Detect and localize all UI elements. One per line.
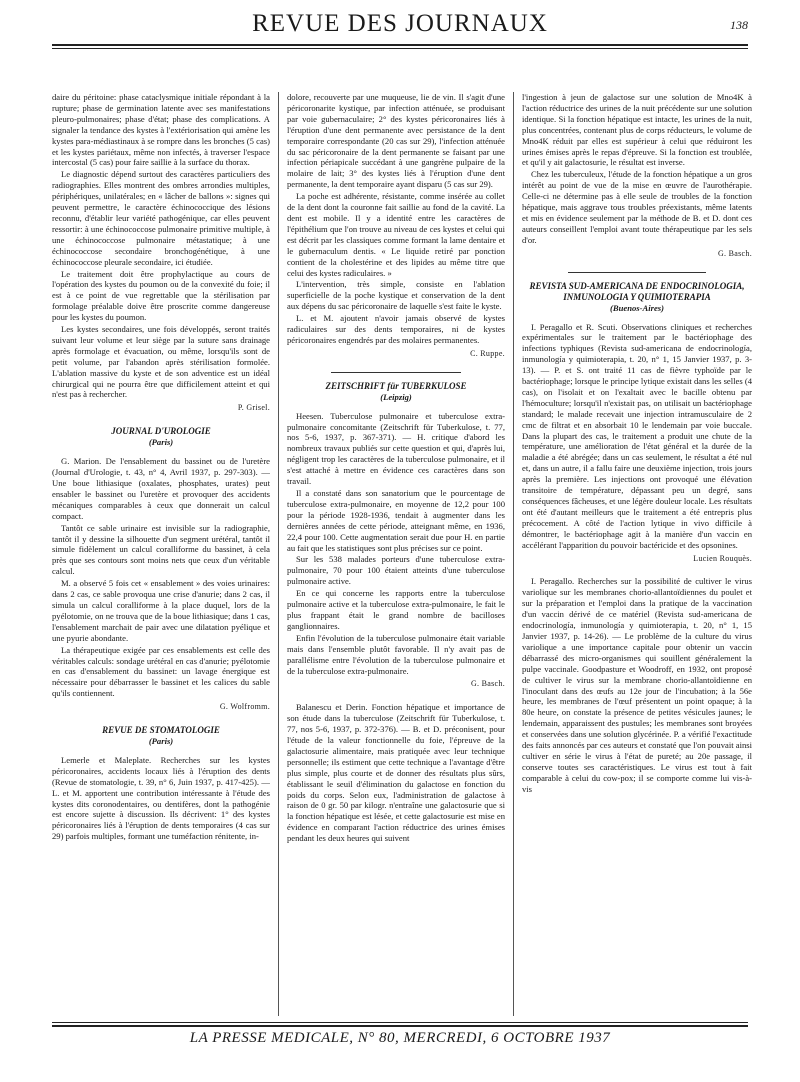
paragraph: dolore, recouverte par une muqueuse, lie de vin. Il s'agit d'une péricoronarite kystique, par infection atténuée, se produisant par voie gubernaculaire; 2° des kystes péricoronaires liés à l'éruption d'une dent permanente avec persistance de la dent temporaire correspondante (20 cas sur 29), l'infection atténuée du sac péricoronaire de la dent permanente se faisant par une infection périapicale succédant à une gangrène pulpaire de la molaire de lait; 3° des kystes liés à l'éruption d'une dent permanente, la dent temporaire ayant disparu (5 cas sur 29). bbox=[287, 92, 505, 190]
paragraph: M. a observé 5 fois cet « ensablement » des voies urinaires: dans 2 cas, ce sable provoqua une crise d'anurie; dans 2 cas, il simula un calcul coralliforme à la place duquel, lors de la pyélotomie, on ne trouva que de la boue lithiasique; dans 1 cas, l'ensablement marchait de pair avec une dilatation pyélique et une pyurie abondante. bbox=[52, 578, 270, 643]
section-divider bbox=[331, 372, 462, 373]
column-2 bbox=[287, 92, 505, 1016]
author-signature: C. Ruppe. bbox=[470, 348, 505, 358]
paragraph: La thérapeutique exigée par ces ensablements est celle des véritables calculs: sondage urétéral en cas d'anurie; pyélotomie en cas d'ensablement du bassinet: un lavage énergique est nécessaire pour débarrasser le bassinet et les calices du sable qu'ils contiennent. bbox=[52, 644, 270, 699]
page-number: 138 bbox=[730, 18, 748, 32]
paragraph: Balanescu et Derin. Fonction hépatique et importance de son étude dans la tuberculose (Zeitschrift für Tuberkulose, t. 77, nos 5-6, 1937, p. 372-376). — B. et D. préconisent, pour l'étude de la valeur fonctionnelle du foie, l'épreuve de la galactosurie alimentaire, mais pratiquée avec leur technique personnelle; ils estiment que cette technique a l'avantage d'être plus simple, plus courte et de donner des résultats plus sûrs, établissant le seuil d'élimination du galactose en fonction du poids du corps. Selon eux, l'administration de galactose à raison de 0 gr. 50 par kilogr. n'entraîne une galactosurie que si la fonction hépatique est lésée, et cette galactosurie est mise en évidence en comparant l'action réductrice des urines émises pendant les deux heures qui suivent bbox=[287, 702, 505, 844]
journal-title: REVUE DES JOURNAUX bbox=[252, 10, 548, 37]
paragraph: Sur les 538 malades porteurs d'une tuberculose extra-pulmonaire, 70 pour 100 étaient atteints d'une tuberculose pulmonaire active. bbox=[287, 554, 505, 587]
paragraph: I. Peragallo. Recherches sur la possibilité de cultiver le virus variolique sur les membranes chorio-allantoïdiennes du poulet et sur la préparation et l'emploi dans la pratique de la vaccination d'un vaccin dérivé de ce matériel (Revista sud-americana de endocrinología, inmunología y quimioterapia, t. 20, n° 1, 15 Janvier 1937, p. 14-26). — Le problème de la culture du virus variolique a une importance capitale pour obtenir un vaccin débarrassé des micro-organismes qui souillent généralement la pulpe vaccinale. Goodpasture et Woodroff, en 1932, ont proposé de cultiver le virus sur la membrane chorio-allantoïdienne en l'inoculant dans des œufs au 12e jour de l'incubation; à la 56e heure, les membranes de l'œuf présentent un point opaque; à la 80e heure, on constate la présence de petites vésicules jaunes; le lendemain, apparaissent des pustules; les membranes sont broyées et conservées dans une solution glycérinée. P. a vérifié l'exactitude des faits annoncés par ces auteurs et constaté que l'on pouvait ainsi cultiver en série le virus à l'état de pureté; au 20e passage, il conserve toutes ses caractéristiques. Le virus est tout à fait comparable à celui du cow-pox; il se comporte comme lui vis-à-vis bbox=[522, 576, 752, 794]
author-signature: P. Grisel. bbox=[237, 403, 270, 413]
section-heading: ZEITSCHRIFT für TUBERKULOSE bbox=[325, 380, 467, 391]
header-rule bbox=[52, 44, 748, 46]
author-signature: Lucien Rouquès. bbox=[693, 553, 752, 563]
column-divider bbox=[513, 92, 514, 1016]
paragraph: I. Peragallo et R. Scuti. Observations cliniques et recherches expérimentales sur le traitement par le bactériophage des infections typhiques (Revista sud-americana de endocrinología, inmunología y quimioterapia, t. 20, n° 1, 15 Janvier 1937, p. 3-13). — P. et S. ont traité 11 cas de fièvre typhoïde par le bactériophage; lorsque le principe lytique existait dans les selles (4 cas), on l'isolait et on l'exaltait avec le bacille obtenu par l'hémoculture; lorsqu'il n'existait pas, on utilisait un bactériophage standard; le malade recevait une injection intramusculaire de 2 cmc de filtrat et en absorbait 10 le lendemain par voie buccale. Dans la plupart des cas, le traitement a produit une chute de la température, une amélioration de l'état général et la durée de la maladie a été abrégée; dans un cas seulement, le résultat a été nul et, dans un autre, il a fallu faire une deuxième injection, trois jours après la première. Les injections ont provoqué une élévation transitoire de température, dépassant peu un degré, sans conséquences fâcheuses, et une légère douleur locale. Les résultats ont été d'autant meilleurs que le traitement a été entrepris plus précocement. A côté de l'action lytique in vivo difficile à démontrer, le bactériophage agit à la manière d'un vaccin en accélérant l'apparition du pouvoir bactéricide et des opsonines. bbox=[522, 321, 752, 550]
paragraph: L. et M. ajoutent n'avoir jamais observé de kystes radiculaires sur des dents temporaires, ni de kystes péricoronaires engendrés par des molaires permanentes. bbox=[287, 313, 505, 345]
paragraph: En ce qui concerne les rapports entre la tuberculose pulmonaire active et la tuberculose extra-pulmonaire, le fait le plus frappant était le grand nombre de bacilloses ganglionnaires. bbox=[287, 588, 505, 631]
paragraph: l'ingestion à jeun de galactose sur une solution de Mno4K à l'action réductrice des urines de la nuit précédente sur une solution identique. Si la fonction hépatique est intacte, les urines de la nuit, plus concentrées, contenant plus de corps réducteurs, le volume de Mno4K réduit par elles est supérieur à celui que réduiront les urines émises après le repas d'épreuve. Si la fonction est troublée, et qu'il y ait galactosurie, le résultat est inverse. bbox=[522, 92, 752, 168]
paragraph: daire du péritoine: phase cataclysmique initiale répondant à la rupture; phase de germination latente avec ses manifestations pleuro-pulmonaires; phase d'état; phase des complications. A signaler la tendance des kystes à l'extériorisation qui amène les kystes para-médiastinaux à se rompre dans les bronches (5 cas) et les kystes pariétaux, même non infectés, à traverser l'espace intercostal (5 cas) pour faire saillie à la surface du thorax. bbox=[52, 92, 270, 168]
paragraph: L'intervention, très simple, consiste en l'ablation superficielle de la poche kystique et conservation de la dent aux dépens du sac péricoronaire de laquelle s'est faite le kyste. bbox=[287, 279, 505, 312]
section-heading: REVISTA SUD-AMERICANA DE ENDOCRINOLOGIA, INMUNOLOGIA Y QUIMIOTERAPIA bbox=[529, 280, 745, 302]
paragraph: Lemerle et Maleplate. Recherches sur les kystes péricoronaires, accidents locaux liés à l'éruption des dents (Revue de stomatologie, t. 39, n° 6, Juin 1937, p. 417-425). — L. et M. apportent une contribution intéressante à l'étude des kystes dits coronodentaires, ou dentifères, dont la pathogénie est encore sujette à discussion. Ils décrivent: 1° des kystes péricoronaires liés à l'éruption de dents temporaires (4 cas sur 29) parfois multiples, formant une tuméfaction rénitente, in- bbox=[52, 754, 270, 842]
page-header bbox=[52, 10, 748, 68]
author-signature: G. Basch. bbox=[470, 679, 505, 689]
author-signature: G. Wolfromm. bbox=[219, 702, 270, 712]
column-3 bbox=[522, 92, 752, 1016]
paragraph: Heesen. Tuberculose pulmonaire et tuberculose extra-pulmonaire concomitante (Zeitschrift für Tuberkulose, t. 77, nos 5-6, 1937, p. 367-371). — H. critique d'abord les nombreux travaux publiés sur cette question et qui, d'après lui, négligent trop les caractères de la tuberculose pulmonaire, et il s'est attaché à mettre en évidence ces caractères dans son travail. bbox=[287, 410, 505, 487]
footer-rule bbox=[52, 1025, 748, 1027]
section-heading: JOURNAL D'UROLOGIE bbox=[111, 426, 211, 437]
page-footer bbox=[52, 1016, 748, 1056]
column-divider bbox=[278, 92, 279, 1016]
paragraph: Le diagnostic dépend surtout des caractères particuliers des radiographies. Elles montrent des ombres arrondies multiples, périphériques, unilatérales; en « lâcher de ballons »: signes qui peuvent permettre, le caractère échinococcique des lésions reconnu, d'établir leur variété pathogénique, car elles peuvent ressortir: à une échinococcose pulmonaire primitive multiple, à une échinococcose pulmonaire métastatique; à une échinococcose secondaire bronchogénétique, à une échinococcose pleurale secondaire, ici étudiée. bbox=[52, 169, 270, 267]
section-heading: REVUE DE STOMATOLOGIE bbox=[102, 725, 220, 736]
section-city: (Paris) bbox=[148, 736, 174, 747]
paragraph: La poche est adhérente, résistante, comme insérée au collet de la dent dont la couronne fait saillie au fond de la cavité. La dent est mobile. Il y a identité entre les caractères de l'épithélium que l'on trouve au niveau de ces kystes et celui qui est décrit par les classiques comme formant la lame dentaire et le gubernaculum dentis. « Le liquide retiré par ponction contient de la cholestérine et des lipides au même titre que celui des kystes radiculaires. » bbox=[287, 191, 505, 278]
section-city: (Buenos-Aires) bbox=[610, 302, 664, 313]
header-rule-thin bbox=[52, 48, 748, 49]
text-columns bbox=[52, 92, 752, 1016]
paragraph: Chez les tuberculeux, l'étude de la fonction hépatique a un gros intérêt au point de vue de la mise en œuvre de l'aurothérapie. Celle-ci ne détermine pas à elle seule de troubles de la fonction hépatique, mais aggrave tous troubles préexistants, même latents et mis en évidence seulement par la méthode de B. et D. dont ces auteurs conseillent l'emploi avant toute thérapeutique par les sels d'or. bbox=[522, 169, 752, 245]
paragraph: Le traitement doit être prophylactique au cours de l'opération des kystes du poumon ou de la convexité du foie; il est à ce point de vue regrettable que la stérilisation par formolage préalable doive être proscrite comme dangereuse pour les kystes du poumon. bbox=[52, 268, 270, 323]
paragraph: Il a constaté dans son sanatorium que le pourcentage de tuberculose extra-pulmonaire, en moyenne de 12,2 pour 100 pour la période 1928-1936, tendait à augmenter dans les dernières années de cette période, atteignant même, en 1936, 22,4 pour 100. Cette augmentation serait due pour H. en partie au fait que les statistiques sont plus précises sur ce point. bbox=[287, 488, 505, 553]
section-divider bbox=[568, 272, 706, 273]
section-city: (Paris) bbox=[148, 437, 174, 448]
paragraph: Enfin l'évolution de la tuberculose pulmonaire était variable mais dans l'ensemble plutôt favorable. Il n'y avait pas de parallélisme entre l'évolution de la tuberculose pulmonaire et de la tuberculose extra-pulmonaire. bbox=[287, 632, 505, 676]
author-signature: G. Basch. bbox=[717, 248, 752, 258]
paragraph: G. Marion. De l'ensablement du bassinet ou de l'uretère (Journal d'Urologie, t. 43, n° 4, Avril 1937, p. 297-303). — Une boue lithiasique (oxalates, phosphates, urates) peut ensabler le bassinet ou l'uretère et provoquer des accidents mécaniques comparables à ceux que donnerait un calcul compact. bbox=[52, 456, 270, 521]
column-1 bbox=[52, 92, 270, 1016]
paragraph: Tantôt ce sable urinaire est invisible sur la radiographie, tantôt il y dessine la silhouette d'un segment urétéral, tantôt il simule fidèlement un calcul coralliforme du bassinet, à cela près que ses contours sont moins nets que ceux d'un véritable calcul. bbox=[52, 522, 270, 577]
paragraph: Les kystes secondaires, une fois développés, seront traités suivant leur volume et leur siège par la suture sans drainage après formolage et évacuation, ou même, lorsqu'ils sont de petit volume, par l'abandon après stérilisation formolée. L'ablation massive du kyste et de son adventice est un idéal chirurgical qui ne pourra être que difficilement atteint et qui n'est pas à rechercher. bbox=[52, 324, 270, 400]
footer-publication-line: LA PRESSE MEDICALE, N° 80, MERCREDI, 6 OCTOBRE 1937 bbox=[189, 1030, 611, 1046]
section-city: (Leipzig) bbox=[380, 391, 412, 402]
footer-rule-thin bbox=[52, 1022, 748, 1023]
